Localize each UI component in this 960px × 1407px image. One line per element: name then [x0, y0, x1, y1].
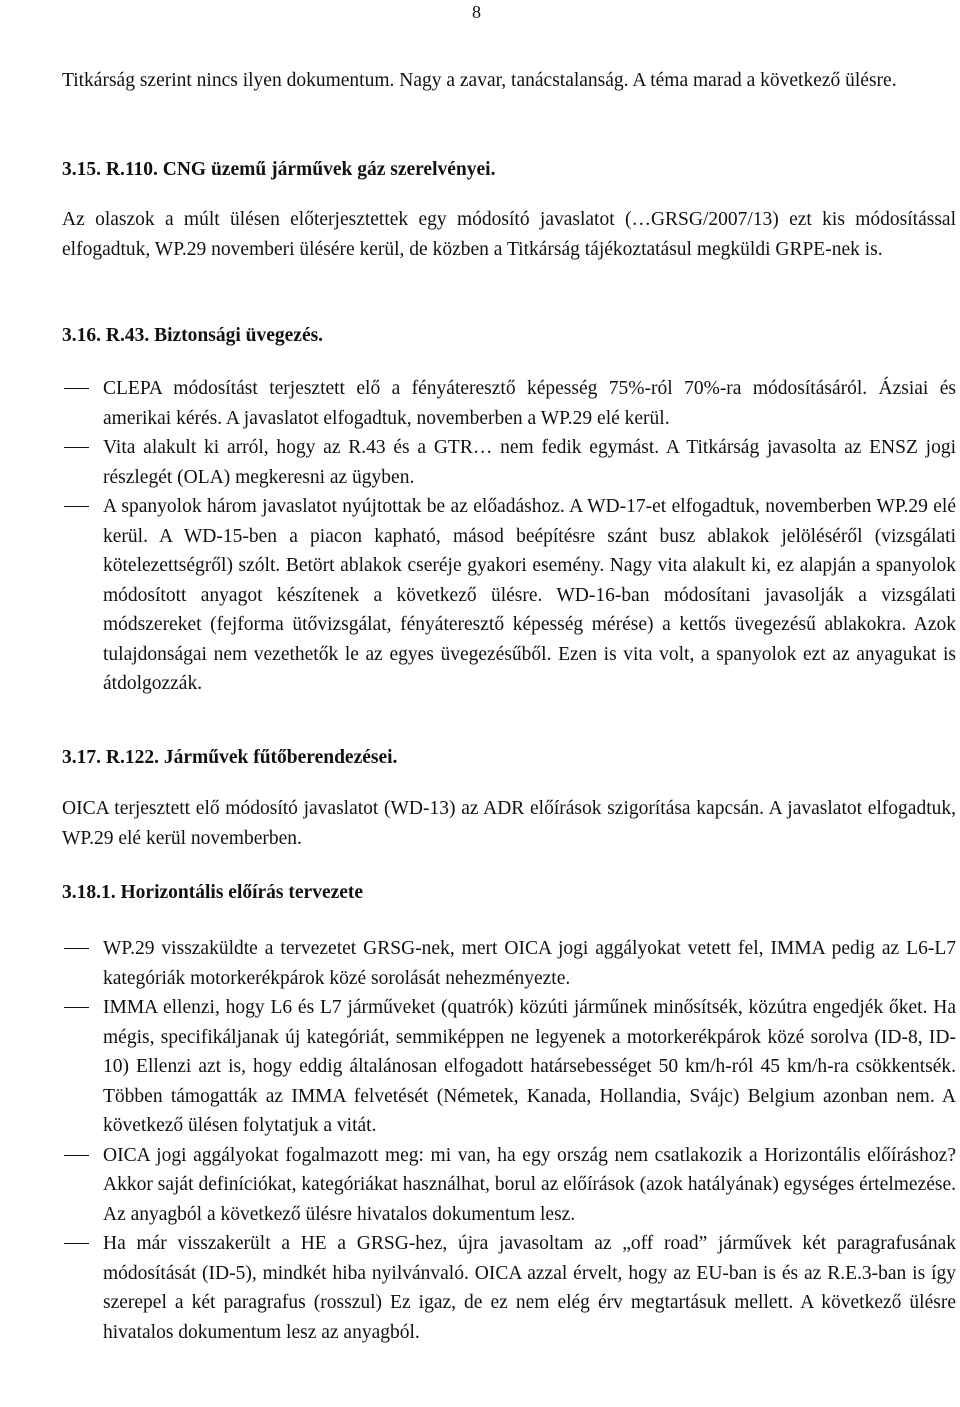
dash-bullet-icon — [64, 1243, 89, 1244]
list-item — [62, 374, 956, 433]
dash-bullet-icon — [64, 948, 89, 949]
section-3-16-list — [62, 374, 956, 699]
list-item-text: A spanyolok három javaslatot nyújtottak be az előadáshoz. A WD-17-et elfogadtuk, novemberben WP.29 elé kerül. A WD-15-ben a piacon kapható, másod beépítésre szánt busz ablakok jelöléséről (vizsgálati kötelezettségről) szólt. Betört ablakok cseréje gyakori esemény. Nagy vita alakult ki, ez alapján a spanyolok módosított anyagot készítenek a következő ülésre. WD-16-ban módosítani javasolják a vizsgálati módszereket (fejforma ütővizsgálat, fényáteresztő képesség mérése) a kettős üvegezésű ablakokra. Azok tulajdonságai nem vezethetők le az egyes üvegezésűből. Ezen is vita volt, a spanyolok ezt az anyagukat is átdolgozzák. — [103, 496, 956, 694]
dash-bullet-icon — [64, 388, 89, 389]
list-item-text: WP.29 visszaküldte a tervezetet GRSG-nek, mert OICA jogi aggályokat vetett fel, IMMA pedig az L6-L7 kategóriák motorkerékpárok közé sorolását nehezményezte. — [103, 938, 956, 989]
intro-paragraph: Titkárság szerint nincs ilyen dokumentum. Nagy a zavar, tanácstalanság. A téma marad a következő ülésre. — [62, 70, 897, 91]
dash-bullet-icon — [64, 506, 89, 507]
section-3-15-paragraph: Az olaszok a múlt ülésen előterjesztettek egy módosító javaslatot (…GRSG/2007/13) ezt kis módosítással elfogadtuk, WP.29 novemberi ülésére kerül, de közben a Titkárság tájékoztatásul megküldi GRPE-nek is. — [62, 209, 956, 260]
list-item — [62, 433, 956, 492]
list-item-text: Ha már visszakerült a HE a GRSG-hez, újra javasoltam az „off road” járművek két paragrafusának módosítását (ID-5), mindkét hiba nyilvánvaló. OICA azzal érvelt, hogy az EU-ban is és az R.E.3-ban is így szerepel a két paragrafus (rosszul) Ez igaz, de ez nem elég érv megtartásuk mellett. A következő ülésre hivatalos dokumentum lesz az anyagból. — [103, 1233, 956, 1343]
section-3-17-paragraph: OICA terjesztett elő módosító javaslatot (WD-13) az ADR előírások szigorítása kapcsán. A javaslatot elfogadtuk, WP.29 elé kerül novemberben. — [62, 798, 956, 849]
list-item — [62, 492, 956, 699]
list-item-text: Vita alakult ki arról, hogy az R.43 és a GTR… nem fedik egymást. A Titkárság javasolta az ENSZ jogi részlegét (OLA) megkeresni az ügyben. — [103, 437, 956, 488]
section-3-16-heading: 3.16. R.43. Biztonsági üvegezés. — [62, 325, 324, 346]
dash-bullet-icon — [64, 1155, 89, 1156]
section-3-17-heading: 3.17. R.122. Járművek fűtőberendezései. — [62, 747, 398, 768]
list-item-text: OICA jogi aggályokat fogalmazott meg: mi van, ha egy ország nem csatlakozik a Horizontális előíráshoz? Akkor saját definíciókat, kategóriákat használhat, borul az előírások (azok hatályának) egységes értelmezése. Az anyagból a következő ülésre hivatalos dokumentum lesz. — [103, 1144, 956, 1225]
list-item-text: IMMA ellenzi, hogy L6 és L7 járműveket (quatrók) közúti járműnek minősítsék, közútra engedjék őket. Ha mégis, specifikáljanak új kategóriát, semmiképpen ne legyenek a motorkerékpárok közé sorolva (ID-8, ID-10) Ellenzi azt is, hogy eddig általánosan elfogadott határsebességet 50 km/h-ról 45 km/h-ra csökkentsék. Többen támogatták az IMMA felvetését (Németek, Kanada, Hollandia, Svájc) Belgium azonban nem. A következő ülésen folytatjuk a vitát. — [103, 997, 956, 1136]
list-item — [62, 1141, 956, 1230]
list-item — [62, 993, 956, 1141]
dash-bullet-icon — [64, 447, 89, 448]
section-3-15-heading: 3.15. R.110. CNG üzemű járművek gáz szerelvényei. — [62, 159, 496, 180]
section-3-18-1-heading: 3.18.1. Horizontális előírás tervezete — [62, 882, 364, 903]
dash-bullet-icon — [64, 1007, 89, 1008]
list-item — [62, 934, 956, 993]
page-number: 8 — [472, 2, 481, 22]
list-item-text: CLEPA módosítást terjesztett elő a fényáteresztő képesség 75%-ról 70%-ra módosításáról. Ázsiai és amerikai kérés. A javaslatot elfogadtuk, novemberben a WP.29 elé kerül. — [103, 378, 956, 429]
section-3-18-1-list — [62, 934, 956, 1347]
list-item — [62, 1229, 956, 1347]
